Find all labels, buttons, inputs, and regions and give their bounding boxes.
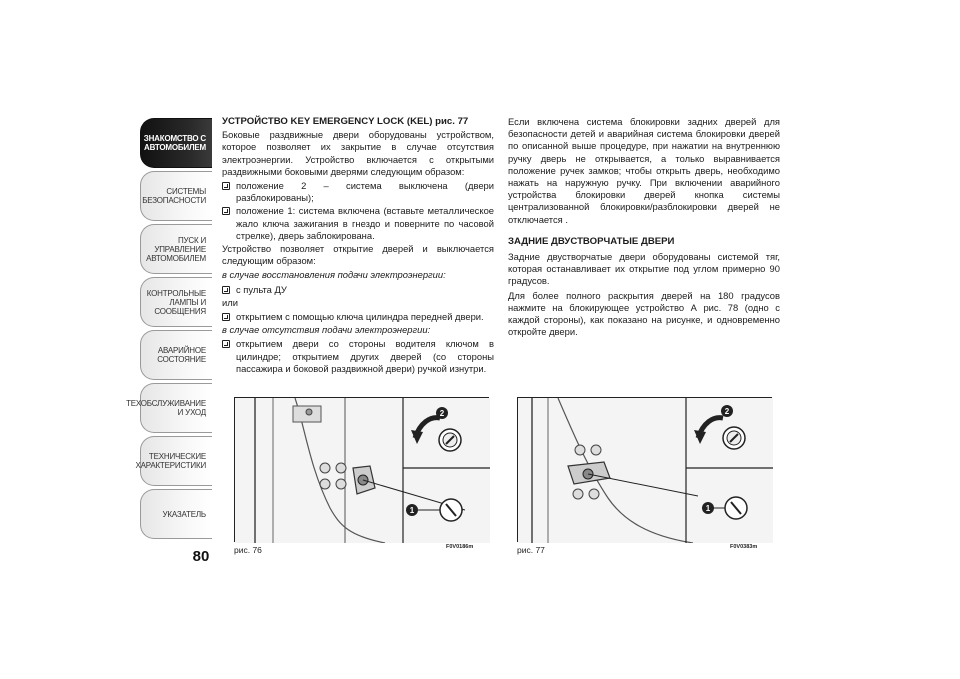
figure-77-illustration [517, 397, 772, 542]
list-item [222, 311, 494, 323]
nav-tab-emergency[interactable]: АВАРИЙНОЕ СОСТОЯНИЕ [140, 330, 212, 380]
list-item [222, 205, 494, 242]
list-item-text: с пульта ДУ [236, 283, 287, 295]
figure-77-code: F0V0383m [730, 544, 758, 550]
kel-disable-text: Устройство позволяет открытие дверей и выключается следующим образом: [222, 243, 494, 267]
restore-power-subheading: в случае восстановления подачи электроэнергии: [222, 269, 446, 281]
figure-76-callout-2: 2 [439, 409, 445, 418]
checkbox-bullet-icon [222, 286, 230, 294]
list-item-text: открытием с помощью ключа цилиндра передней двери. [236, 311, 484, 323]
checkbox-bullet-icon [222, 207, 230, 215]
or-text: или [222, 296, 238, 308]
figure-77-callout-1: 1 [705, 504, 711, 513]
checkbox-bullet-icon [222, 182, 230, 190]
list-item-text: положение 1: система включена (вставьте металлическое жало ключа зажигания в гнездо и поверните по часовой стрелке), дверь заблокирована. [236, 205, 494, 241]
nav-tab-getting-to-know[interactable]: ЗНАКОМСТВО С АВТОМОБИЛЕМ [140, 118, 212, 168]
page-number: 80 [192, 548, 210, 565]
rear-doors-text-1: Задние двустворчатые двери оборудованы системой тяг, которая останавливает их открытие под углом примерно 90 градусов. [508, 251, 780, 287]
list-item [222, 284, 494, 296]
no-power-subheading: в случае отсутствия подачи электроэнергии: [222, 324, 431, 336]
list-item [222, 180, 494, 204]
list-item [222, 338, 494, 375]
figure-76-callout-1: 1 [409, 506, 415, 515]
section-heading-kel: УСТРОЙСТВО KEY EMERGENCY LOCK (KEL) рис. 77 [222, 116, 469, 127]
nav-tab-index[interactable]: УКАЗАТЕЛЬ [140, 489, 212, 539]
figure-76-code: F0V0186m [446, 544, 474, 550]
list-item-text: положение 2 – система выключена (двери разблокированы); [236, 180, 494, 204]
child-lock-text: Если включена система блокировки задних дверей для безопасности детей и аварийная система блокировки дверей по описанной выше процедуре, при нажатии на внутреннюю ручку дверь не открывается, а только выравнивается положение ручек замков; чтобы открыть дверь, необходимо нажать на наружную ручку. При включении аварийного устройства блокировки дверей кнопка системы централизованной блокировки/разблокировки дверей не отключается . [508, 116, 780, 225]
kel-intro: Боковые раздвижные двери оборудованы устройством, которое позволяет их закрытие в случае отсутствия электроэнергии. Устройство включается с открытыми раздвижными боковыми дверями следующим образом: [222, 129, 494, 177]
checkbox-bullet-icon [222, 340, 230, 348]
figure-76-illustration [234, 397, 489, 542]
nav-tab-specifications[interactable]: ТЕХНИЧЕСКИЕ ХАРАКТЕРИСТИКИ [140, 436, 212, 486]
list-item-text: открытием двери со стороны водителя ключом в цилиндре; открытием других дверей (со стороны пассажира и боковой раздвижной двери) ручкой изнутри. [236, 338, 494, 374]
figure-77-caption: рис. 77 [517, 545, 545, 555]
nav-tab-safety-systems[interactable]: СИСТЕМЫ БЕЗОПАСНОСТИ [140, 171, 212, 221]
rear-doors-text-2: Для более полного раскрытия дверей на 180 градусов нажмите на блокирующее устройство А рис. 78 (одно с каждой стороны), как показано на рисунке, и одновременно откройте двери. [508, 289, 780, 338]
nav-tab-start-and-drive[interactable]: ПУСК И УПРАВЛЕНИЕ АВТОМОБИЛЕМ [140, 224, 212, 274]
nav-tab-warning-lights[interactable]: КОНТРОЛЬНЫЕ ЛАМПЫ И СООБЩЕНИЯ [140, 277, 212, 327]
section-heading-rear-doors: ЗАДНИЕ ДВУСТВОРЧАТЫЕ ДВЕРИ [508, 235, 675, 247]
nav-tab-maintenance[interactable]: ТЕХОБСЛУЖИВАНИЕ И УХОД [140, 383, 212, 433]
checkbox-bullet-icon [222, 313, 230, 321]
figure-77-callout-2: 2 [724, 407, 730, 416]
figure-76-caption: рис. 76 [234, 545, 262, 555]
left-column [222, 116, 494, 376]
right-column [508, 116, 780, 340]
